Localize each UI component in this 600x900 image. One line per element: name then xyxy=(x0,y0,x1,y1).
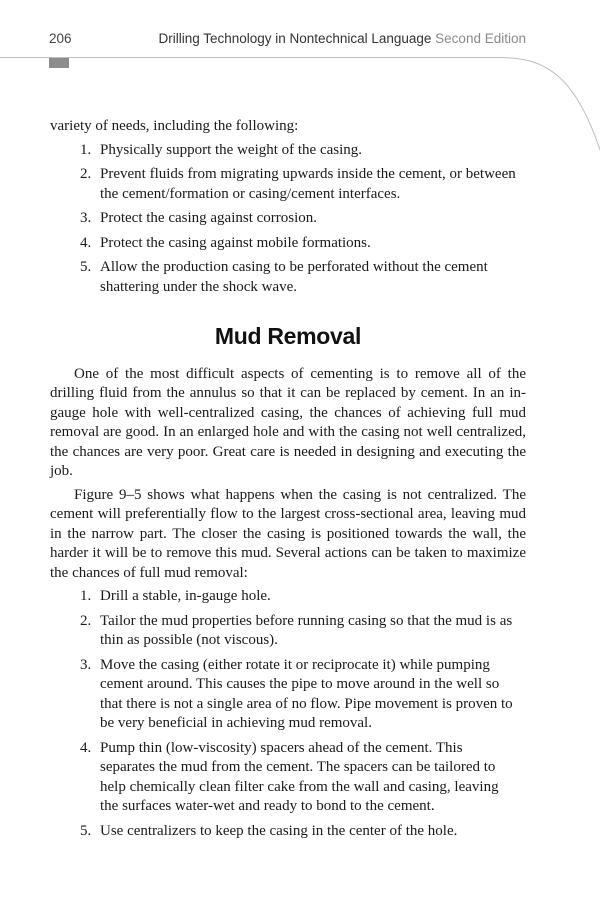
list-item xyxy=(50,209,526,229)
list-item-text: Pump thin (low-viscosity) spacers ahead of the cement. This separates the mud from the cement. The spacers can be tailored to help chemically clean filter cake from the wall and casing, leaving the surfaces water-wet and ready to bond to the cement. xyxy=(100,739,499,814)
list-number: 1. xyxy=(80,141,92,158)
list-item xyxy=(50,165,526,204)
list-number: 4. xyxy=(80,234,92,251)
list-item-text: Use centralizers to keep the casing in the center of the hole. xyxy=(100,822,458,839)
list-number: 3. xyxy=(80,210,92,226)
section-heading: Mud Removal xyxy=(214,323,362,349)
list-item-text: Prevent fluids from migrating upwards inside the cement, or between the cement/formation or casing/cement interfaces. xyxy=(100,166,516,202)
list-number: 2. xyxy=(80,612,92,629)
list-item-text: Protect the casing against corrosion. xyxy=(100,210,318,226)
intro-lead: variety of needs, including the following: xyxy=(50,118,299,134)
list-number: 2. xyxy=(80,166,92,182)
list-item-text: Drill a stable, in-gauge hole. xyxy=(100,588,271,604)
list-item-text: Physically support the weight of the casing. xyxy=(100,141,363,158)
book-title: Drilling Technology in Nontechnical Language xyxy=(158,31,432,46)
list-item xyxy=(50,141,526,161)
list-item xyxy=(50,739,526,817)
list-item-text: Protect the casing against mobile formations. xyxy=(100,234,371,251)
list-item xyxy=(50,612,526,651)
list-item xyxy=(50,234,526,254)
list-number: 1. xyxy=(80,588,92,604)
list-number: 5. xyxy=(80,259,92,275)
list-item-text: Allow the production casing to be perforated without the cement shattering under the shock wave. xyxy=(100,259,488,295)
list-item-text: Move the casing (either rotate it or reciprocate it) while pumping cement around. This causes the pipe to move around in the well so that there is not a single area of no flow. Pipe movement is proven to be very beneficial in achieving mud removal. xyxy=(100,656,513,731)
purpose-list xyxy=(50,141,526,298)
list-number: 5. xyxy=(80,822,92,839)
list-number: 3. xyxy=(80,656,92,673)
list-item xyxy=(50,656,526,734)
page-header xyxy=(0,0,600,80)
edition-label: Second Edition xyxy=(435,31,526,46)
mud-removal-list xyxy=(50,587,526,841)
page-body xyxy=(50,117,526,846)
list-item xyxy=(50,587,526,607)
body-paragraph: One of the most difficult aspects of cementing is to remove all of the drilling fluid from the annulus so that it can be replaced by cement. In an in-gauge hole with well-centralized casing, the chances of achieving full mud removal are good. In an enlarged hole and with the casing not well centralized, the chances are very poor. Great care is needed in designing and executing the job. xyxy=(50,365,526,479)
list-number: 4. xyxy=(80,739,92,756)
list-item-text: Tailor the mud properties before running casing so that the mud is as thin as possible (not viscous). xyxy=(100,612,513,648)
body-paragraph: Figure 9–5 shows what happens when the casing is not centralized. The cement will preferentially flow to the largest cross-sectional area, leaving mud in the narrow part. The closer the casing is positioned towards the wall, the harder it will be to remove this mud. Several actions can be taken to maximize the chances of full mud removal: xyxy=(50,486,526,581)
page-number: 206 xyxy=(49,31,72,46)
list-item xyxy=(50,822,526,842)
list-item xyxy=(50,258,526,297)
